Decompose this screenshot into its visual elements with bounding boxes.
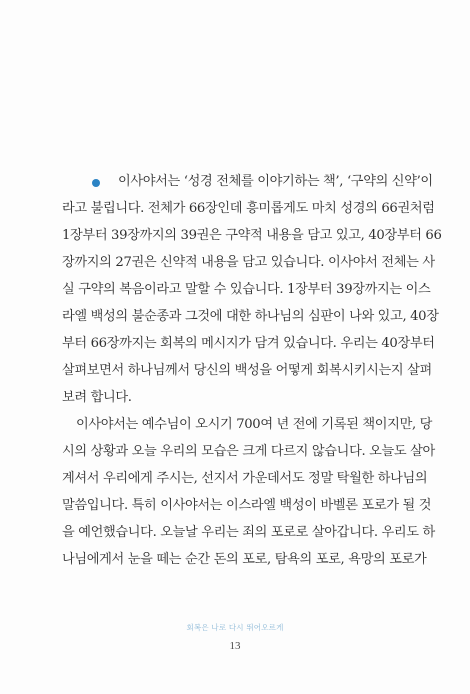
paragraph-1-line-4: 장까지의 27권은 신약적 내용을 담고 있습니다. 이사야서 전체는 사 — [62, 255, 435, 270]
running-title: 회복은 나로 다시 뛰어오르게 — [186, 623, 284, 632]
paragraph-2-line-4: 말씀입니다. 특히 이사야서는 이스라엘 백성이 바벨론 포로가 될 것 — [62, 498, 432, 513]
bullet-icon — [92, 179, 100, 187]
paragraph-1-line-6: 라엘 백성의 불순종과 그것에 대한 하나님의 심판이 나와 있고, 40장 — [62, 309, 439, 324]
paragraph-2-line-6: 나님에게서 눈을 떼는 순간 돈의 포로, 탐욕의 포로, 욕망의 포로가 — [62, 552, 427, 567]
paragraph-1-line-3: 1장부터 39장까지의 39권은 구약적 내용을 담고 있고, 40장부터 66 — [62, 228, 442, 243]
paragraph-1-line-1: 이사야서는 ‘성경 전체를 이야기하는 책’, ‘구약의 신약’이 — [118, 174, 433, 189]
paragraph-1-line-8: 살펴보면서 하나님께서 당신의 백성을 어떻게 회복시키시는지 살펴 — [62, 363, 432, 378]
page-number: 13 — [229, 640, 241, 652]
paragraph-2-line-3: 계셔서 우리에게 주시는, 선지서 가운데서도 정말 탁월한 하나님의 — [62, 471, 428, 486]
paragraph-2-line-2: 시의 상황과 오늘 우리의 모습은 크게 다르지 않습니다. 오늘도 살아 — [62, 444, 435, 459]
paragraph-2-line-1: 이사야서는 예수님이 오시기 700여 년 전에 기록된 책이지만, 당 — [76, 417, 433, 432]
paragraph-1-line-9: 보려 합니다. — [62, 390, 132, 405]
paragraph-1-line-7: 부터 66장까지는 회복의 메시지가 담겨 있습니다. 우리는 40장부터 — [62, 336, 435, 351]
paragraph-1-line-5: 실 구약의 복음이라고 말할 수 있습니다. 1장부터 39장까지는 이스 — [62, 282, 431, 297]
paragraph-1-line-2: 라고 불립니다. 전체가 66장인데 흥미롭게도 마치 성경의 66권처럼 — [62, 201, 435, 216]
paragraph-2-line-5: 을 예언했습니다. 오늘날 우리는 죄의 포로로 살아갑니다. 우리도 하 — [62, 525, 435, 540]
